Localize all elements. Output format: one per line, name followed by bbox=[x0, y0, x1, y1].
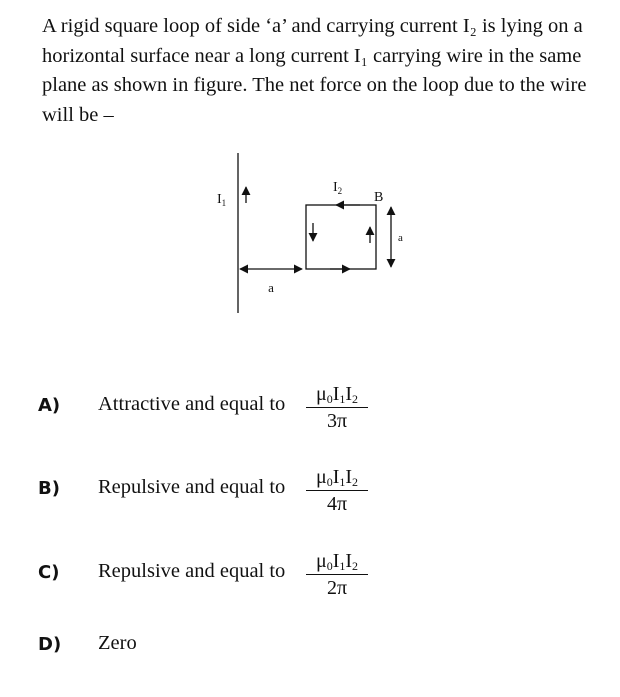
option-b[interactable] bbox=[38, 466, 598, 526]
wire-current-label: $I_1$ bbox=[217, 192, 227, 208]
question-text: A rigid square loop of side ‘a’ and carrying current I₂ is lying on a horizontal surface near a long current I₁ carrying wire in the same plane as shown in figure. The net force on the loop due to the wire will be – bbox=[42, 15, 587, 126]
option-c-letter: C) bbox=[38, 562, 60, 583]
side-label: a bbox=[398, 232, 403, 244]
loop-current-label: $I_2$ bbox=[333, 180, 343, 196]
option-a-text: Attractive and equal to bbox=[98, 393, 286, 415]
corner-label: B bbox=[374, 190, 384, 205]
option-c-text: Repulsive and equal to bbox=[98, 560, 286, 582]
option-d-letter: D) bbox=[38, 634, 62, 655]
circuit-figure bbox=[200, 145, 430, 320]
option-b-fraction: $\frac{\mu_0I_1I_2}{4\pi}$ bbox=[306, 466, 368, 516]
option-b-letter: B) bbox=[38, 478, 60, 499]
option-a-letter: A) bbox=[38, 395, 61, 416]
option-c[interactable] bbox=[38, 550, 598, 610]
square-loop bbox=[306, 205, 376, 269]
option-b-text: Repulsive and equal to bbox=[98, 476, 286, 498]
option-c-fraction: $\frac{\mu_0I_1I_2}{2\pi}$ bbox=[306, 550, 368, 600]
option-a-fraction: $\frac{\mu_0I_1I_2}{3\pi}$ bbox=[306, 383, 368, 433]
gap-label: a bbox=[268, 280, 274, 295]
option-a[interactable] bbox=[38, 383, 598, 443]
option-d-text: Zero bbox=[98, 632, 137, 654]
option-d[interactable] bbox=[38, 622, 598, 682]
